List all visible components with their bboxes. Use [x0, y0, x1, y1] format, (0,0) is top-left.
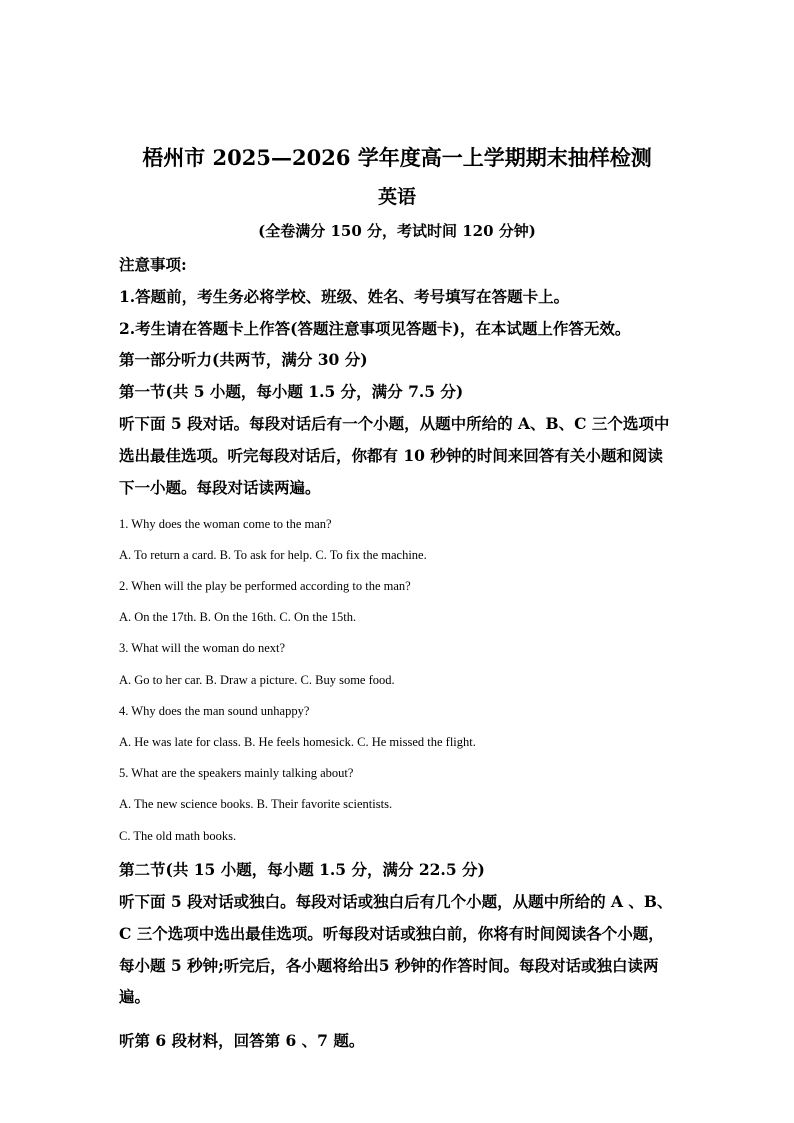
notes-heading: 注意事项: — [119, 255, 187, 274]
section1-instructions: 听下面 5 段对话。每段对话后有一个小题，从题中所给的 A、B、C 三个选项中 — [119, 414, 670, 433]
question-text: 1. Why does the woman come to the man? — [119, 517, 332, 531]
section2-instructions: C 三个选项中选出最佳选项。听每段对话或独白前，你将有时间阅读各个小题， — [119, 924, 664, 943]
notes-item: 1.答题前，考生务必将学校、班级、姓名、考号填写在答题卡上。 — [119, 287, 570, 306]
question-text: 3. What will the woman do next? — [119, 641, 286, 655]
section1-heading: 第一节(共 5 小题，每小题 1.5 分，满分 7.5 分) — [119, 382, 464, 401]
section1-instructions: 下一小题。每段对话读两遍。 — [119, 478, 321, 497]
question-text: 5. What are the speakers mainly talking about? — [119, 766, 354, 780]
question-options: A. On the 17th. B. On the 16th. C. On the 15th. — [119, 610, 357, 624]
question-options: A. The new science books. B. Their favorite scientists. — [119, 797, 393, 811]
notes-item: 2.考生请在答题卡上作答(答题注意事项见答题卡)，在本试题上作答无效。 — [119, 319, 631, 338]
question-options: A. He was late for class. B. He feels homesick. C. He missed the flight. — [119, 735, 476, 749]
section2-heading: 第二节(共 15 小题，每小题 1.5 分，满分 22.5 分) — [119, 860, 485, 879]
part1-heading: 第一部分听力(共两节，满分 30 分) — [119, 350, 368, 369]
exam-title: 梧州市 2025—2026 学年度高一上学期期末抽样检测 — [142, 145, 652, 170]
section1-instructions: 选出最佳选项。听完每段对话后，你都有 10 秒钟的时间来回答有关小题和阅读 — [119, 446, 663, 465]
section2-instructions: 遍。 — [119, 987, 151, 1006]
material-heading: 听第 6 段材料，回答第 6 、7 题。 — [119, 1031, 365, 1050]
question-options: A. To return a card. B. To ask for help. C. To fix the machine. — [119, 548, 427, 562]
question-text: 2. When will the play be performed according to the man? — [119, 579, 411, 593]
question-text: 4. Why does the man sound unhappy? — [119, 704, 310, 718]
section2-instructions: 每小题 5 秒钟;听完后，各小题将给出5 秒钟的作答时间。每段对话或独白读两 — [119, 956, 659, 975]
exam-meta: (全卷满分 150 分，考试时间 120 分钟) — [258, 222, 536, 240]
section2-instructions: 听下面 5 段对话或独白。每段对话或独白后有几个小题，从题中所给的 A 、B、 — [119, 892, 673, 911]
question-options: A. Go to her car. B. Draw a picture. C. Buy some food. — [119, 673, 395, 687]
question-options: C. The old math books. — [119, 829, 237, 843]
subject-title: 英语 — [377, 186, 416, 208]
